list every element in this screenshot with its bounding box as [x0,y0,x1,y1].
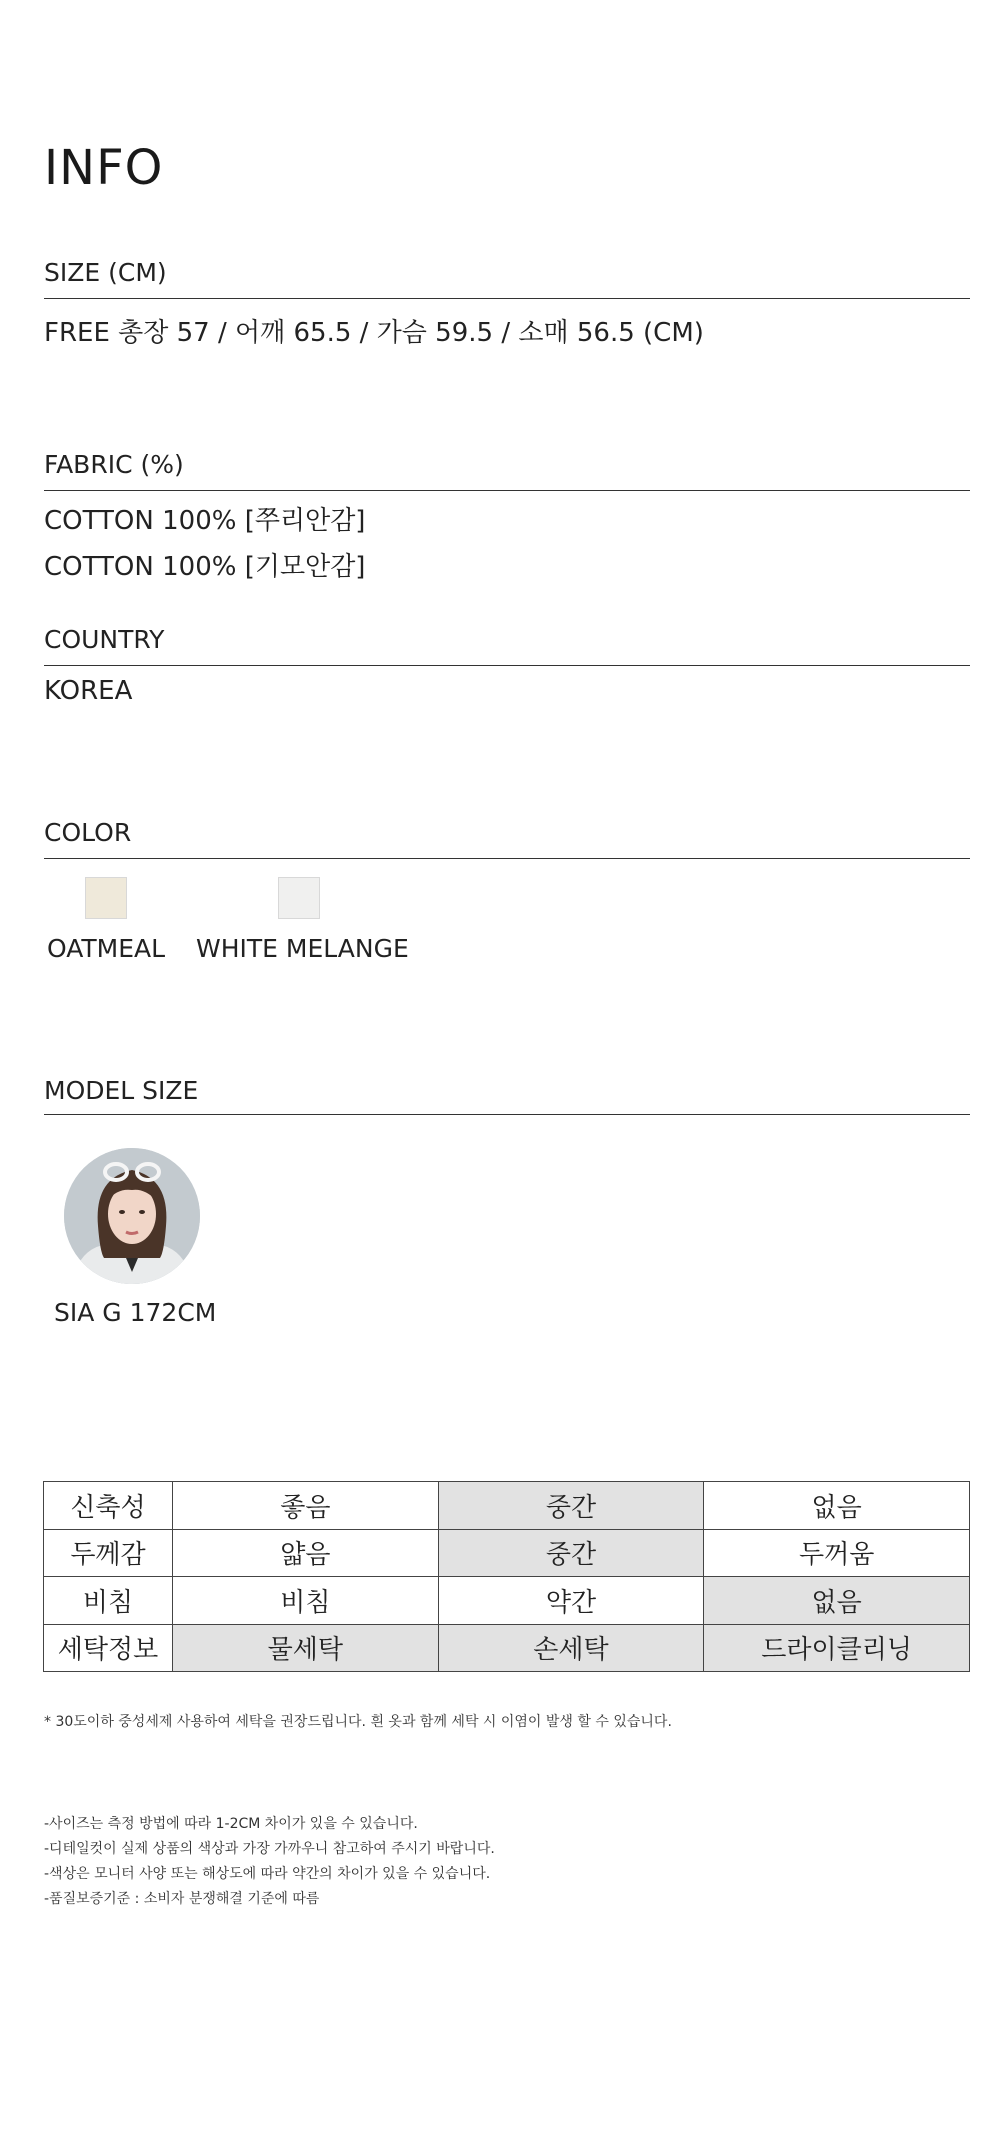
property-option: 좋음 [173,1482,439,1530]
footnote-4: -품질보증기준 : 소비자 분쟁해결 기준에 따름 [44,1891,320,1907]
color-swatch-oatmeal[interactable] [85,877,127,919]
properties-table [43,1481,970,1672]
property-option: 비침 [173,1577,439,1625]
property-name: 두께감 [44,1529,173,1577]
footnote-3: -색상은 모니터 사양 또는 해상도에 따라 약간의 차이가 있을 수 있습니다. [44,1866,491,1882]
country-value: KOREA [44,676,133,706]
property-option: 물세탁 [173,1624,439,1672]
properties-row [44,1624,970,1672]
footnote-2: -디테일컷이 실제 상품의 색상과 가장 가까우니 참고하여 주시기 바랍니다. [44,1841,495,1857]
property-option: 얇음 [173,1529,439,1577]
model-divider [44,1114,970,1115]
property-name: 신축성 [44,1482,173,1530]
size-value: FREE 총장 57 / 어깨 65.5 / 가슴 59.5 / 소매 56.5 (CM) [44,318,704,348]
property-option: 없음 [704,1482,970,1530]
color-heading: COLOR [44,818,132,847]
property-name: 세탁정보 [44,1624,173,1672]
country-heading: COUNTRY [44,625,165,654]
size-divider [44,298,970,299]
property-option: 중간 [438,1529,704,1577]
property-name: 비침 [44,1577,173,1625]
color-label-oatmeal: OATMEAL [47,934,166,963]
color-swatch-white-melange[interactable] [278,877,320,919]
properties-row [44,1482,970,1530]
size-heading: SIZE (CM) [44,258,167,287]
fabric-divider [44,490,970,491]
model-photo-icon [64,1148,200,1284]
page-title: INFO [44,140,164,196]
color-label-white-melange: WHITE MELANGE [196,934,409,963]
fabric-line-1: COTTON 100% [쭈리안감] [44,506,366,536]
property-option: 두꺼움 [704,1529,970,1577]
color-divider [44,858,970,859]
model-heading: MODEL SIZE [44,1076,199,1105]
country-divider [44,665,970,666]
property-option: 없음 [704,1577,970,1625]
footnote-1: -사이즈는 측정 방법에 따라 1-2CM 차이가 있을 수 있습니다. [44,1816,418,1832]
properties-row [44,1577,970,1625]
properties-row [44,1529,970,1577]
wash-note: * 30도이하 중성세제 사용하여 세탁을 권장드립니다. 흰 옷과 함께 세탁 시 이염이 발생 할 수 있습니다. [44,1714,672,1730]
fabric-heading: FABRIC (%) [44,450,184,479]
model-avatar [64,1148,200,1284]
property-option: 손세탁 [438,1624,704,1672]
property-option: 드라이클리닝 [704,1624,970,1672]
fabric-line-2: COTTON 100% [기모안감] [44,552,366,582]
model-size-label: SIA G 172CM [54,1298,217,1327]
property-option: 약간 [438,1577,704,1625]
property-option: 중간 [438,1482,704,1530]
